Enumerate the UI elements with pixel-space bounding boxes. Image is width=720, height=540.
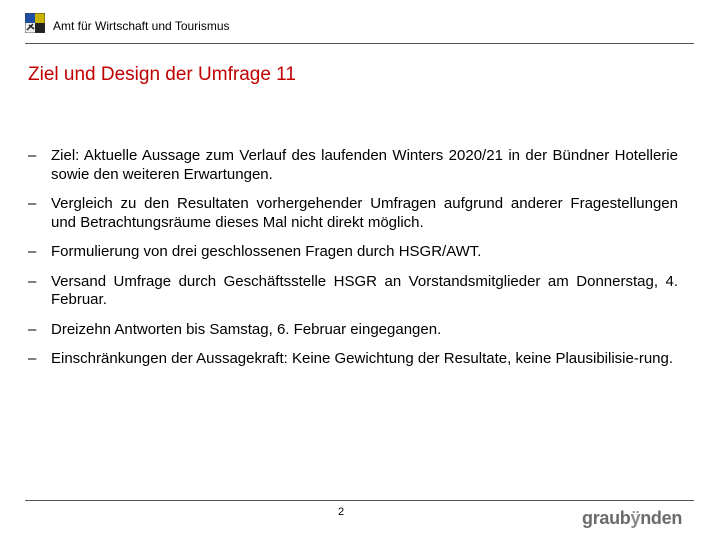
graubuenden-logo: [582, 508, 682, 529]
brand-mark: ÿ: [630, 508, 641, 528]
header-divider: [25, 43, 694, 44]
page-title: Ziel und Design der Umfrage 11: [28, 64, 296, 85]
bullet-text: Formulierung von drei geschlossenen Fragen durch HSGR/AWT.: [51, 243, 482, 260]
footer-divider: [25, 500, 694, 501]
list-item: [28, 321, 678, 340]
list-item: [28, 195, 678, 232]
list-item: [28, 350, 678, 369]
brand-text-left: graub: [582, 508, 631, 528]
bullet-text: Ziel: Aktuelle Aussage zum Verlauf des laufenden Winters 2020/21 in der Bündner Hotellerie sowie den weiteren Erwartungen.: [51, 147, 678, 183]
bullet-dash: –: [28, 243, 37, 260]
list-item: [28, 243, 678, 262]
bullet-dash: –: [28, 272, 37, 290]
bullet-dash: –: [28, 147, 37, 164]
bullet-text: Einschränkungen der Aussagekraft: Keine Gewichtung der Resultate, keine Plausibilisie-rung.: [51, 350, 674, 367]
bullet-dash: –: [28, 350, 37, 367]
coat-of-arms-icon: [25, 13, 45, 33]
bullet-text: Versand Umfrage durch Geschäftsstelle HSGR an Vorstandsmitglieder am Donnerstag, 4. Februar.: [51, 272, 678, 308]
org-name: Amt für Wirtschaft und Tourismus: [53, 19, 230, 33]
list-item: [28, 273, 678, 310]
bullet-dash: –: [28, 320, 37, 338]
bullet-text: Vergleich zu den Resultaten vorhergehender Umfragen aufgrund anderer Fragestellungen und Betrachtungsräume dieses Mal nicht direkt möglich.: [51, 195, 678, 231]
bullet-dash: –: [28, 195, 37, 212]
list-item: [28, 147, 678, 184]
page-number: 2: [338, 506, 345, 518]
bullet-text: Dreizehn Antworten bis Samstag, 6. Februar eingegangen.: [51, 320, 442, 338]
brand-text-right: nden: [640, 508, 683, 528]
bullet-list: [28, 147, 678, 380]
